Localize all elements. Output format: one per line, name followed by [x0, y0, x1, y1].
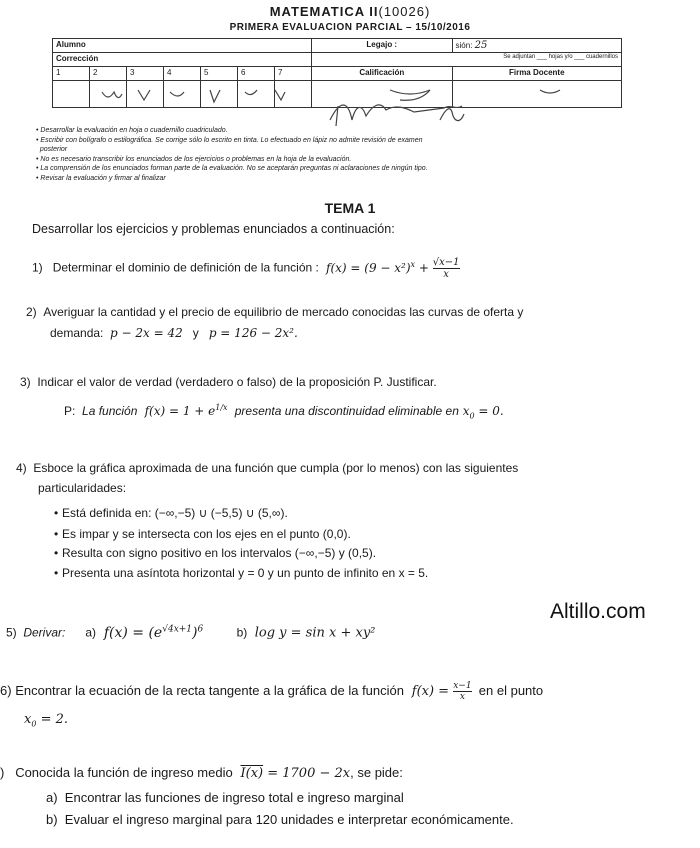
- correccion-label: Corrección: [56, 54, 99, 63]
- question-7a: a) Encontrar las funciones de ingreso total e ingreso marginal: [46, 790, 404, 805]
- list-item: • Presenta una asíntota horizontal y = 0 y un punto de infinito en x = 5.: [62, 566, 428, 580]
- tema-heading: TEMA 1: [324, 200, 376, 216]
- calificacion-label: Calificación: [312, 67, 453, 81]
- question-2-line2: demanda: p − 2x = 42 y p = 126 − 2x².: [50, 326, 298, 340]
- list-item: • Está definida en: (−∞,−5) ∪ (−5,5) ∪ (5,∞).: [62, 506, 288, 520]
- grade-table: Alumno Legajo : sión: 25 Corrección Se adjuntan ___ hojas y/o ___ cuadernillos 1 2 3 4 5 6 7 Calificación Firma Docente: [52, 38, 622, 108]
- question-4: 4) Esboce la gráfica aproximada de una función que cumpla (por lo menos) con las siguientes: [16, 461, 519, 475]
- question-3-proposition: P: La función $f(x) = 1 + e^{1/x}$ presenta una discontinuidad eliminable en $x_0 = 0$.: [64, 403, 504, 421]
- question-5: 5) Derivar: a) $f(x) = (e^{√4x+1})^6$ b) log y = sin x + xy²: [6, 624, 376, 641]
- instruction-item: • Revisar la evaluación y firmar al finalizar: [36, 174, 166, 182]
- intro-text: Desarrollar los ejercicios y problemas enunciados a continuación:: [32, 222, 395, 236]
- instruction-item: • La comprensión de los enunciados forman parte de la evaluación. No se aceptarán preguntas ni aclaraciones de ningún tipo.: [36, 165, 428, 172]
- question-6-point: $x_0 = 2$.: [24, 712, 68, 729]
- question-7b: b) Evaluar el ingreso marginal para 120 unidades e interpretar económicamente.: [46, 812, 514, 827]
- instructions-list: [36, 126, 666, 183]
- exam-title: MATEMATICA II(10026): [269, 4, 431, 19]
- legajo-label: Legajo :: [366, 40, 398, 49]
- comision-value: 25: [474, 40, 488, 51]
- exam-subtitle: PRIMERA EVALUACION PARCIAL – 15/10/2016: [229, 22, 471, 33]
- instruction-item: posterior: [39, 146, 68, 153]
- comision-label: sión:: [455, 41, 473, 50]
- question-3: 3) Indicar el valor de verdad (verdadero o falso) de la proposición P. Justificar.: [20, 375, 437, 389]
- question-7: ) Conocida la función de ingreso medio I(x) = 1700 − 2x, se pide:: [0, 765, 403, 781]
- instruction-item: • No es necesario transcribir los enunciados de los ejercicios o problemas en la hoja de la evaluación.: [36, 155, 352, 163]
- list-item: • Es impar y se intersecta con los ejes en el punto (0,0).: [62, 527, 351, 541]
- alumno-label: Alumno: [56, 40, 86, 49]
- question-6: 6) Encontrar la ecuación de la recta tangente a la gráfica de la función f(x) = $\frac{x-1}{x}$ en el punto: [0, 681, 544, 702]
- question-1: 1) Determinar el dominio de definición de la función : $f(x) = (9 - x^2)^x$ + $\frac{√x-1}{x}$: [32, 257, 460, 280]
- instruction-item: • Desarrollar la evaluación en hoja o cuadernillo cuadriculado.: [36, 127, 228, 134]
- altillo-watermark: Altillo.com: [550, 600, 646, 623]
- question-2: 2) Averiguar la cantidad y el precio de equilibrio de mercado conocidas las curvas de oferta y: [26, 305, 524, 319]
- list-item: • Resulta con signo positivo en los intervalos (−∞,−5) y (0,5).: [62, 546, 376, 560]
- question-4-line2: particularidades:: [38, 481, 127, 495]
- instruction-item: • Escribir con bolígrafo o estilográfica. Se corrige sólo lo escrito en tinta. Lo efectuado en lápiz no admite revisión de examen: [36, 136, 423, 144]
- firma-label: Firma Docente: [452, 67, 621, 81]
